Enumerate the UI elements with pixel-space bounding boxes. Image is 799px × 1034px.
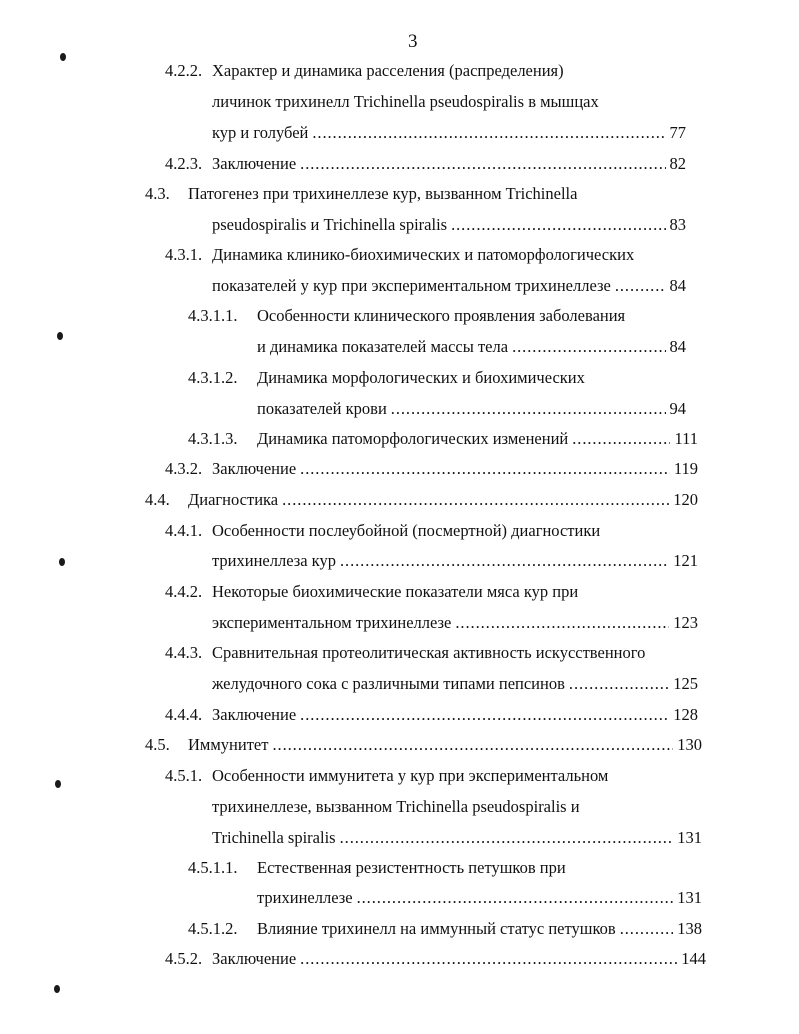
toc-entry-last-line [257,397,686,421]
toc-entry-line [165,519,600,543]
toc-entry-title: Диагностика [188,490,279,509]
toc-entry-title: Особенности клинического проявления заболевания [257,306,626,325]
toc-entry-title: Trichinella spiralis [212,828,336,847]
toc-entry-line [165,243,634,267]
toc-entry-last-line [145,488,698,512]
toc-entry-page: 83 [669,215,686,234]
toc-entry-page: 119 [673,459,698,478]
toc-entry-title: Динамика патоморфологических изменений [257,429,569,448]
toc-entry-page: 94 [669,399,686,418]
toc-entry-last-line [212,121,686,145]
toc-entry-title: трихинеллеза кур [212,551,336,570]
binding-hole-mark [54,985,60,993]
dot-leader [615,274,666,298]
toc-entry-number: 4.4. [145,490,170,509]
toc-entry-line [165,59,564,83]
toc-entry-last-line [212,213,686,237]
dot-leader [512,335,665,359]
toc-entry-number: 4.5.1.1. [188,858,238,877]
binding-hole-mark [60,53,66,61]
toc-entry-title: Заключение [212,705,297,724]
toc-entry-page: 131 [677,888,702,907]
toc-entry-page: 144 [681,949,706,968]
toc-entry-number: 4.3.1.3. [188,429,238,448]
toc-entry-title: Характер и динамика расселения (распределения) [212,61,564,80]
toc-entry-title: Патогенез при трихинеллезе кур, вызванном Trichinella [188,184,578,203]
toc-entry-page: 84 [669,337,686,356]
toc-entry-number: 4.3.1. [165,245,203,264]
toc-entry-last-line [212,549,698,573]
toc-entry-page: 130 [677,735,702,754]
toc-entry-number: 4.4.2. [165,582,203,601]
toc-entry-page: 84 [669,276,686,295]
dot-leader [451,213,665,237]
toc-entry-page: 111 [674,429,698,448]
dot-leader [620,917,674,941]
toc-entry-number: 4.5.1. [165,766,203,785]
toc-entry-title: Заключение [212,459,297,478]
toc-entry-last-line [188,917,702,941]
toc-entry-title: экспериментальном трихинеллезе [212,613,452,632]
page-number: 3 [408,31,418,52]
toc-entry-title-continued: трихинеллезе, вызванном Trichinella pseudospiralis и [212,797,580,816]
toc-entry-number: 4.5. [145,735,170,754]
toc-entry-title: Естественная резистентность петушков при [257,858,566,877]
toc-entry-number: 4.3.1.1. [188,306,238,325]
toc-entry-title: Динамика клинико-биохимических и патоморфологических [212,245,635,264]
binding-hole-mark [57,332,63,340]
toc-entry-last-line [188,427,698,451]
dot-leader [282,488,669,512]
toc-entry-page: 123 [673,613,698,632]
toc-entry-page: 128 [673,705,698,724]
toc-entry-page: 125 [673,674,698,693]
toc-entry-title: кур и голубей [212,123,309,142]
toc-entry-page: 82 [669,154,686,173]
dot-leader [455,611,669,635]
toc-entry-last-line [165,152,686,176]
toc-entry-line [165,641,645,665]
dot-leader [572,427,670,451]
toc-entry-number: 4.3. [145,184,170,203]
toc-entry-title: Заключение [212,949,297,968]
toc-entry-line [188,366,585,390]
toc-entry-last-line [212,611,698,635]
toc-entry-page: 120 [673,490,698,509]
toc-entry-number: 4.5.1.2. [188,919,238,938]
toc-entry-title: показателей крови [257,399,387,418]
dot-leader [312,121,665,145]
toc-entry-title: pseudospiralis и Trichinella spiralis [212,215,448,234]
toc-entry-line [212,795,580,819]
toc-entry-last-line [165,703,698,727]
toc-entry-title: Сравнительная протеолитическая активность искусственного [212,643,646,662]
toc-entry-number: 4.2.3. [165,154,203,173]
toc-entry-number: 4.2.2. [165,61,203,80]
toc-entry-line [165,580,578,604]
dot-leader [300,947,677,971]
toc-entry-page: 77 [669,123,686,142]
toc-entry-page: 138 [677,919,702,938]
toc-entry-last-line [257,335,686,359]
toc-entry-title: Особенности иммунитета у кур при экспериментальном [212,766,609,785]
toc-entry-title: Динамика морфологических и биохимических [257,368,585,387]
toc-entry-last-line [165,947,706,971]
toc-entry-title: Особенности послеубойной (посмертной) диагностики [212,521,601,540]
dot-leader [357,886,674,910]
binding-hole-mark [55,780,61,788]
toc-entry-number: 4.4.1. [165,521,203,540]
dot-leader [300,152,665,176]
dot-leader [300,703,669,727]
toc-entry-line [145,182,577,206]
toc-entry-number: 4.4.4. [165,705,203,724]
toc-entry-last-line [257,886,702,910]
toc-entry-title: трихинеллезе [257,888,353,907]
toc-entry-title: Иммунитет [188,735,269,754]
toc-entry-title: показателей у кур при экспериментальном трихинеллезе [212,276,611,295]
toc-entry-title: Влияние трихинелл на иммунный статус петушков [257,919,616,938]
toc-entry-number: 4.3.2. [165,459,203,478]
toc-entry-line [188,856,566,880]
toc-entry-last-line [165,457,698,481]
toc-entry-title: и динамика показателей массы тела [257,337,509,356]
toc-entry-number: 4.4.3. [165,643,203,662]
toc-entry-title: Некоторые биохимические показатели мяса кур при [212,582,579,601]
dot-leader [340,549,669,573]
dot-leader [391,397,666,421]
toc-entry-page: 121 [673,551,698,570]
toc-entry-line [165,764,608,788]
toc-entry-title-continued: личинок трихинелл Trichinella pseudospiralis в мышцах [212,92,599,111]
toc-entry-last-line [212,826,702,850]
toc-entry-line [188,304,625,328]
toc-entry-last-line [212,274,686,298]
dot-leader [300,457,670,481]
toc-entry-number: 4.5.2. [165,949,203,968]
toc-entry-last-line [145,733,702,757]
binding-hole-mark [59,558,65,566]
dot-leader [340,826,674,850]
toc-entry-last-line [212,672,698,696]
toc-entry-number: 4.3.1.2. [188,368,238,387]
toc-entry-page: 131 [677,828,702,847]
dot-leader [569,672,669,696]
toc-entry-line [212,90,599,114]
toc-entry-title: желудочного сока с различными типами пепсинов [212,674,565,693]
dot-leader [272,733,673,757]
toc-entry-title: Заключение [212,154,297,173]
